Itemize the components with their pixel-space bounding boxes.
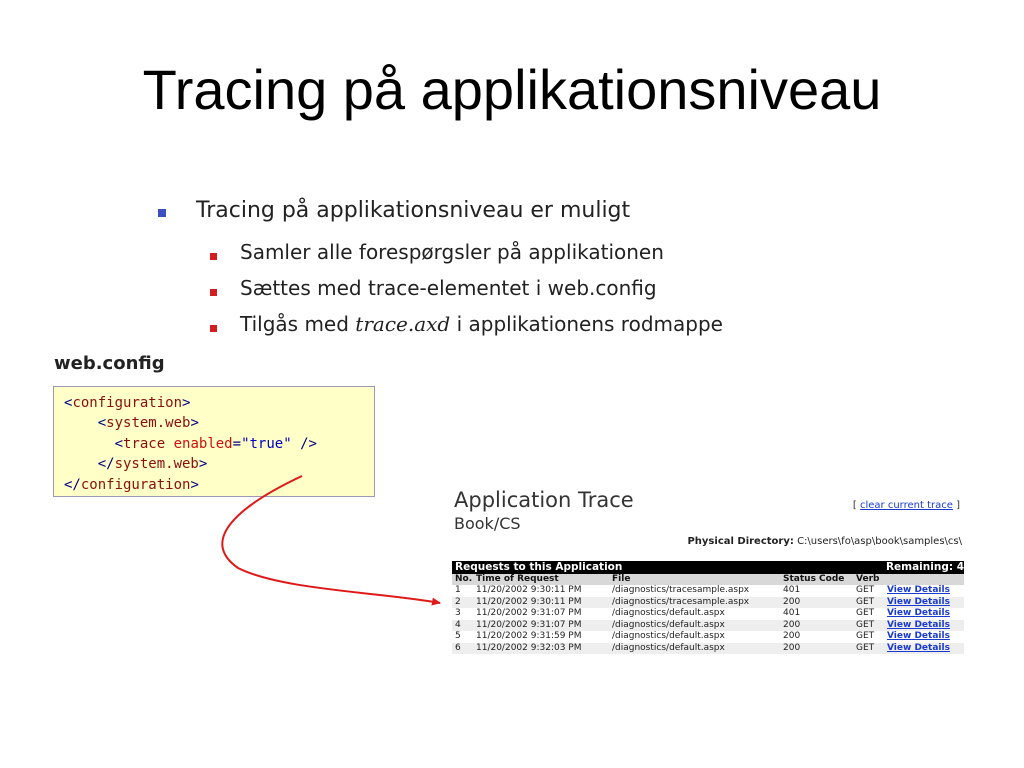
row-time: 11/20/2002 9:30:11 PM [476, 585, 582, 595]
physical-directory-label: Physical Directory: [687, 536, 794, 547]
view-details-link[interactable]: View Details [887, 619, 950, 630]
code-line: </system.web> [97, 456, 208, 473]
column-header: Status Code [783, 574, 845, 584]
xml-attribute: enabled [173, 435, 233, 452]
column-header: No. [455, 574, 473, 584]
table-header-bar [452, 561, 964, 574]
xml-tag: trace [123, 435, 166, 452]
code-line: <configuration> [64, 395, 191, 411]
row-file: /diagnostics/tracesample.aspx [612, 585, 750, 595]
row-file: /diagnostics/default.aspx [612, 642, 725, 653]
physical-directory [687, 536, 962, 547]
slide-title: Tracing på applikationsniveau [142, 58, 882, 121]
table-row [452, 608, 964, 620]
view-details-link[interactable]: View Details [887, 631, 950, 641]
trace-title: Application Trace [454, 488, 634, 512]
red-square-bullet-icon [210, 289, 217, 296]
row-time: 11/20/2002 9:31:07 PM [476, 608, 582, 618]
requests-table [452, 561, 964, 654]
row-verb: GET [856, 608, 875, 618]
row-number: 1 [455, 585, 461, 595]
sub-bullet-pre: Tilgås med [240, 312, 356, 336]
sub-bullet-text: Sættes med trace-elementet i web.config [240, 276, 657, 300]
row-time: 11/20/2002 9:31:07 PM [476, 619, 582, 630]
table-row [452, 643, 964, 655]
trace-subtitle: Book/CS [454, 514, 521, 533]
code-line: <trace enabled="true" /> [114, 435, 317, 452]
sub-bullet-text [240, 312, 723, 336]
row-verb: GET [856, 596, 875, 607]
row-time: 11/20/2002 9:32:03 PM [476, 642, 582, 653]
table-row [452, 585, 964, 597]
main-bullet-text: Tracing på applikationsniveau er muligt [196, 198, 631, 223]
row-time: 11/20/2002 9:31:59 PM [476, 631, 582, 641]
row-status: 401 [783, 585, 801, 595]
row-status: 200 [783, 631, 801, 641]
row-file: /diagnostics/default.aspx [612, 608, 725, 618]
column-header: File [612, 574, 631, 584]
xml-value: "true" [241, 435, 292, 452]
view-details-link[interactable]: View Details [887, 585, 950, 595]
view-details-link[interactable]: View Details [887, 596, 950, 607]
column-headers [452, 574, 964, 585]
config-code-box [53, 386, 375, 497]
column-header: Verb [856, 574, 880, 584]
code-line: </configuration> [64, 476, 199, 493]
table-row [452, 597, 964, 609]
row-file: /diagnostics/tracesample.aspx [612, 596, 750, 607]
row-time: 11/20/2002 9:30:11 PM [476, 596, 582, 607]
row-number: 2 [455, 596, 461, 607]
column-header: Time of Request [476, 574, 559, 584]
row-number: 4 [455, 619, 461, 630]
row-status: 200 [783, 642, 801, 653]
table-row [452, 631, 964, 643]
code-line: <system.web> [97, 415, 199, 432]
view-details-link[interactable]: View Details [887, 642, 950, 653]
row-number: 6 [455, 642, 461, 653]
table-row [452, 620, 964, 632]
row-status: 200 [783, 619, 801, 630]
row-verb: GET [856, 642, 875, 653]
row-file: /diagnostics/default.aspx [612, 631, 725, 641]
row-number: 5 [455, 631, 461, 641]
row-number: 3 [455, 608, 461, 618]
xml-tag: configuration [72, 395, 183, 411]
red-square-bullet-icon [210, 325, 217, 332]
xml-tag: system.web [106, 415, 191, 432]
row-verb: GET [856, 619, 875, 630]
view-details-link[interactable]: View Details [887, 608, 950, 618]
row-verb: GET [856, 585, 875, 595]
row-status: 200 [783, 596, 801, 607]
physical-directory-value: C:\users\fo\asp\book\samples\cs\ [797, 536, 962, 547]
clear-trace-link[interactable]: clear current trace [859, 500, 953, 511]
trace-axd-italic: trace.axd [355, 312, 451, 336]
clear-trace: [ clear current trace ] [852, 500, 960, 511]
row-verb: GET [856, 631, 875, 641]
remaining-count: Remaining: 4 [885, 561, 964, 573]
blue-square-bullet-icon [158, 209, 166, 217]
sub-bullet-text: Samler alle forespørgsler på applikationen [240, 240, 664, 264]
sub-bullet-post: i applikationens rodmappe [450, 312, 723, 336]
table-title: Requests to this Application [455, 561, 623, 573]
row-file: /diagnostics/default.aspx [612, 619, 725, 630]
config-label: web.config [54, 353, 165, 374]
row-status: 401 [783, 608, 801, 618]
xml-tag: configuration [80, 476, 191, 493]
xml-tag: system.web [114, 456, 199, 473]
red-square-bullet-icon [210, 253, 217, 260]
